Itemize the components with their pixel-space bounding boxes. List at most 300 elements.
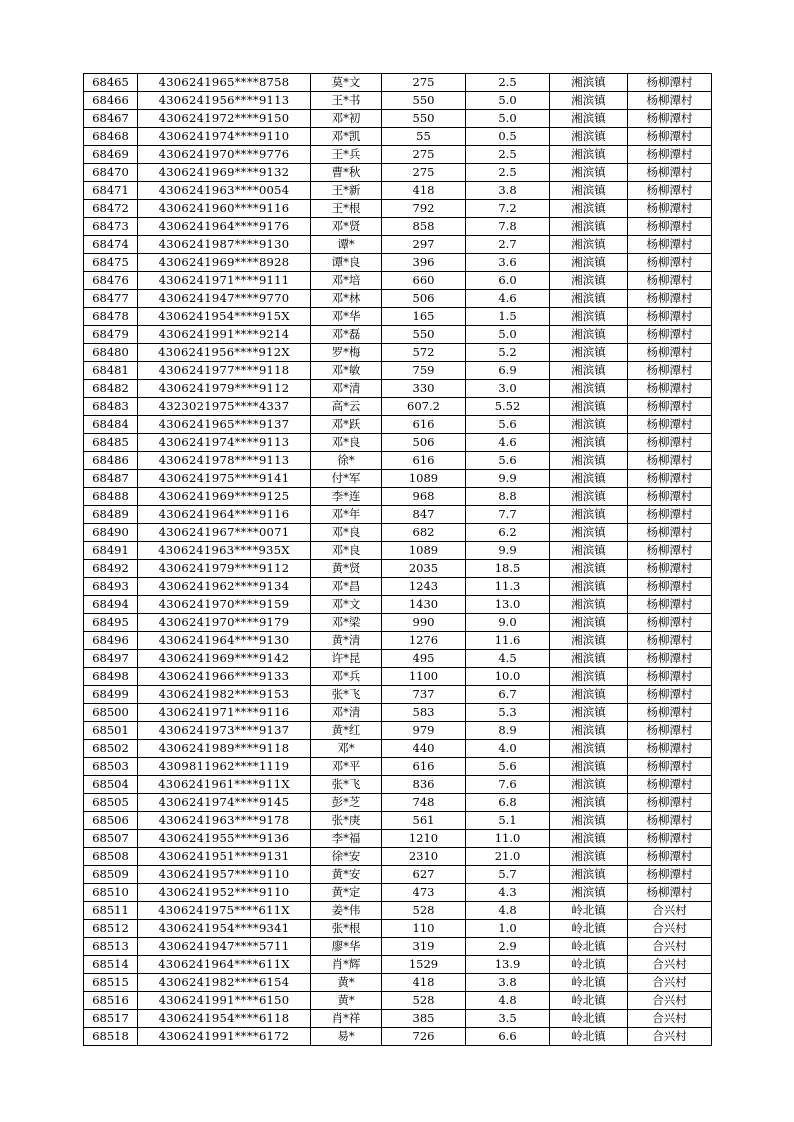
id-number-cell: 4306241964****9130 <box>138 632 311 650</box>
table-row <box>84 740 712 758</box>
table-row <box>84 578 712 596</box>
town-cell: 湘滨镇 <box>550 308 628 326</box>
table-row <box>84 434 712 452</box>
amount-cell: 561 <box>382 812 466 830</box>
amount-cell: 385 <box>382 1010 466 1028</box>
serial-number-cell: 68484 <box>84 416 138 434</box>
id-number-cell: 4306241947****5711 <box>138 938 311 956</box>
id-number-cell: 4306241963****9178 <box>138 812 311 830</box>
name-cell: 肖*辉 <box>311 956 382 974</box>
serial-number-cell: 68487 <box>84 470 138 488</box>
table-row <box>84 794 712 812</box>
amount-cell: 528 <box>382 992 466 1010</box>
amount-cell: 275 <box>382 146 466 164</box>
town-cell: 湘滨镇 <box>550 668 628 686</box>
table-row <box>84 416 712 434</box>
town-cell: 湘滨镇 <box>550 524 628 542</box>
area-cell: 4.6 <box>466 290 550 308</box>
area-cell: 2.7 <box>466 236 550 254</box>
village-cell: 杨柳潭村 <box>628 632 712 650</box>
village-cell: 合兴村 <box>628 956 712 974</box>
name-cell: 徐*安 <box>311 848 382 866</box>
id-number-cell: 4306241975****611X <box>138 902 311 920</box>
serial-number-cell: 68468 <box>84 128 138 146</box>
area-cell: 5.6 <box>466 416 550 434</box>
table-row <box>84 686 712 704</box>
name-cell: 李*连 <box>311 488 382 506</box>
area-cell: 7.6 <box>466 776 550 794</box>
area-cell: 4.0 <box>466 740 550 758</box>
amount-cell: 319 <box>382 938 466 956</box>
town-cell: 湘滨镇 <box>550 128 628 146</box>
town-cell: 湘滨镇 <box>550 848 628 866</box>
serial-number-cell: 68515 <box>84 974 138 992</box>
area-cell: 4.8 <box>466 902 550 920</box>
amount-cell: 2035 <box>382 560 466 578</box>
area-cell: 3.0 <box>466 380 550 398</box>
town-cell: 湘滨镇 <box>550 326 628 344</box>
area-cell: 5.52 <box>466 398 550 416</box>
amount-cell: 2310 <box>382 848 466 866</box>
serial-number-cell: 68488 <box>84 488 138 506</box>
town-cell: 岭北镇 <box>550 938 628 956</box>
serial-number-cell: 68490 <box>84 524 138 542</box>
amount-cell: 1089 <box>382 542 466 560</box>
name-cell: 张*庚 <box>311 812 382 830</box>
amount-cell: 1089 <box>382 470 466 488</box>
id-number-cell: 4306241962****9134 <box>138 578 311 596</box>
amount-cell: 495 <box>382 650 466 668</box>
village-cell: 杨柳潭村 <box>628 452 712 470</box>
town-cell: 湘滨镇 <box>550 830 628 848</box>
table-row <box>84 902 712 920</box>
id-number-cell: 4306241961****911X <box>138 776 311 794</box>
town-cell: 湘滨镇 <box>550 434 628 452</box>
name-cell: 彭*芝 <box>311 794 382 812</box>
town-cell: 湘滨镇 <box>550 686 628 704</box>
village-cell: 杨柳潭村 <box>628 560 712 578</box>
id-number-cell: 4306241991****9214 <box>138 326 311 344</box>
table-row <box>84 776 712 794</box>
name-cell: 罗*梅 <box>311 344 382 362</box>
area-cell: 8.8 <box>466 488 550 506</box>
serial-number-cell: 68495 <box>84 614 138 632</box>
area-cell: 2.9 <box>466 938 550 956</box>
id-number-cell: 4306241974****9145 <box>138 794 311 812</box>
area-cell: 2.5 <box>466 74 550 92</box>
amount-cell: 616 <box>382 416 466 434</box>
amount-cell: 990 <box>382 614 466 632</box>
serial-number-cell: 68479 <box>84 326 138 344</box>
id-number-cell: 4306241970****9159 <box>138 596 311 614</box>
town-cell: 湘滨镇 <box>550 452 628 470</box>
town-cell: 湘滨镇 <box>550 722 628 740</box>
village-cell: 杨柳潭村 <box>628 326 712 344</box>
amount-cell: 726 <box>382 1028 466 1046</box>
town-cell: 湘滨镇 <box>550 398 628 416</box>
table-row <box>84 974 712 992</box>
serial-number-cell: 68511 <box>84 902 138 920</box>
village-cell: 杨柳潭村 <box>628 218 712 236</box>
serial-number-cell: 68516 <box>84 992 138 1010</box>
id-number-cell: 4306241956****912X <box>138 344 311 362</box>
id-number-cell: 4306241955****9136 <box>138 830 311 848</box>
table-row <box>84 1028 712 1046</box>
id-number-cell: 4306241960****9116 <box>138 200 311 218</box>
area-cell: 6.6 <box>466 1028 550 1046</box>
serial-number-cell: 68496 <box>84 632 138 650</box>
name-cell: 姜*伟 <box>311 902 382 920</box>
village-cell: 杨柳潭村 <box>628 272 712 290</box>
name-cell: 邓*平 <box>311 758 382 776</box>
town-cell: 湘滨镇 <box>550 794 628 812</box>
amount-cell: 1430 <box>382 596 466 614</box>
amount-cell: 792 <box>382 200 466 218</box>
id-number-cell: 4306241951****9131 <box>138 848 311 866</box>
village-cell: 杨柳潭村 <box>628 416 712 434</box>
town-cell: 湘滨镇 <box>550 182 628 200</box>
town-cell: 湘滨镇 <box>550 578 628 596</box>
amount-cell: 550 <box>382 110 466 128</box>
data-table <box>83 73 712 1046</box>
town-cell: 湘滨镇 <box>550 290 628 308</box>
serial-number-cell: 68471 <box>84 182 138 200</box>
serial-number-cell: 68507 <box>84 830 138 848</box>
table-row <box>84 542 712 560</box>
amount-cell: 550 <box>382 326 466 344</box>
town-cell: 湘滨镇 <box>550 542 628 560</box>
amount-cell: 572 <box>382 344 466 362</box>
id-number-cell: 4306241969****9142 <box>138 650 311 668</box>
id-number-cell: 4306241964****9116 <box>138 506 311 524</box>
town-cell: 湘滨镇 <box>550 272 628 290</box>
area-cell: 4.5 <box>466 650 550 668</box>
name-cell: 邓*兵 <box>311 668 382 686</box>
village-cell: 杨柳潭村 <box>628 146 712 164</box>
area-cell: 5.6 <box>466 758 550 776</box>
area-cell: 9.9 <box>466 470 550 488</box>
town-cell: 岭北镇 <box>550 902 628 920</box>
id-number-cell: 4306241954****6118 <box>138 1010 311 1028</box>
village-cell: 杨柳潭村 <box>628 182 712 200</box>
serial-number-cell: 68513 <box>84 938 138 956</box>
serial-number-cell: 68517 <box>84 1010 138 1028</box>
table-row <box>84 380 712 398</box>
amount-cell: 330 <box>382 380 466 398</box>
serial-number-cell: 68508 <box>84 848 138 866</box>
serial-number-cell: 68476 <box>84 272 138 290</box>
table-row <box>84 524 712 542</box>
village-cell: 杨柳潭村 <box>628 650 712 668</box>
id-number-cell: 4306241982****9153 <box>138 686 311 704</box>
area-cell: 3.6 <box>466 254 550 272</box>
area-cell: 3.8 <box>466 974 550 992</box>
table-row <box>84 884 712 902</box>
town-cell: 湘滨镇 <box>550 416 628 434</box>
amount-cell: 858 <box>382 218 466 236</box>
name-cell: 邓*磊 <box>311 326 382 344</box>
amount-cell: 110 <box>382 920 466 938</box>
table-row <box>84 830 712 848</box>
table-row <box>84 200 712 218</box>
village-cell: 杨柳潭村 <box>628 812 712 830</box>
serial-number-cell: 68465 <box>84 74 138 92</box>
town-cell: 湘滨镇 <box>550 236 628 254</box>
serial-number-cell: 68499 <box>84 686 138 704</box>
village-cell: 杨柳潭村 <box>628 398 712 416</box>
name-cell: 邓*华 <box>311 308 382 326</box>
table-row <box>84 164 712 182</box>
table-row <box>84 956 712 974</box>
table-row <box>84 362 712 380</box>
town-cell: 湘滨镇 <box>550 614 628 632</box>
village-cell: 杨柳潭村 <box>628 758 712 776</box>
serial-number-cell: 68481 <box>84 362 138 380</box>
amount-cell: 583 <box>382 704 466 722</box>
area-cell: 11.3 <box>466 578 550 596</box>
id-number-cell: 4306241963****0054 <box>138 182 311 200</box>
amount-cell: 275 <box>382 74 466 92</box>
amount-cell: 473 <box>382 884 466 902</box>
table-row <box>84 74 712 92</box>
serial-number-cell: 68498 <box>84 668 138 686</box>
id-number-cell: 4306241974****9113 <box>138 434 311 452</box>
village-cell: 杨柳潭村 <box>628 164 712 182</box>
area-cell: 11.0 <box>466 830 550 848</box>
id-number-cell: 4306241971****9111 <box>138 272 311 290</box>
name-cell: 黄*安 <box>311 866 382 884</box>
name-cell: 黄*贤 <box>311 560 382 578</box>
area-cell: 4.3 <box>466 884 550 902</box>
town-cell: 湘滨镇 <box>550 92 628 110</box>
village-cell: 杨柳潭村 <box>628 254 712 272</box>
area-cell: 1.5 <box>466 308 550 326</box>
name-cell: 黄*定 <box>311 884 382 902</box>
name-cell: 黄*红 <box>311 722 382 740</box>
id-number-cell: 4306241991****6150 <box>138 992 311 1010</box>
village-cell: 杨柳潭村 <box>628 578 712 596</box>
id-number-cell: 4306241974****9110 <box>138 128 311 146</box>
serial-number-cell: 68505 <box>84 794 138 812</box>
table-row <box>84 488 712 506</box>
table-row <box>84 110 712 128</box>
serial-number-cell: 68469 <box>84 146 138 164</box>
table-row <box>84 614 712 632</box>
amount-cell: 297 <box>382 236 466 254</box>
area-cell: 5.2 <box>466 344 550 362</box>
id-number-cell: 4306241979****9112 <box>138 380 311 398</box>
town-cell: 湘滨镇 <box>550 218 628 236</box>
town-cell: 湘滨镇 <box>550 362 628 380</box>
name-cell: 黄* <box>311 974 382 992</box>
town-cell: 岭北镇 <box>550 956 628 974</box>
serial-number-cell: 68467 <box>84 110 138 128</box>
id-number-cell: 4306241965****8758 <box>138 74 311 92</box>
serial-number-cell: 68466 <box>84 92 138 110</box>
name-cell: 王*新 <box>311 182 382 200</box>
village-cell: 合兴村 <box>628 902 712 920</box>
id-number-cell: 4306241954****9341 <box>138 920 311 938</box>
serial-number-cell: 68475 <box>84 254 138 272</box>
id-number-cell: 4306241952****9110 <box>138 884 311 902</box>
town-cell: 湘滨镇 <box>550 200 628 218</box>
area-cell: 6.2 <box>466 524 550 542</box>
table-row <box>84 938 712 956</box>
amount-cell: 506 <box>382 290 466 308</box>
serial-number-cell: 68486 <box>84 452 138 470</box>
name-cell: 曹*秋 <box>311 164 382 182</box>
table-row <box>84 632 712 650</box>
village-cell: 杨柳潭村 <box>628 794 712 812</box>
village-cell: 杨柳潭村 <box>628 470 712 488</box>
serial-number-cell: 68510 <box>84 884 138 902</box>
area-cell: 5.1 <box>466 812 550 830</box>
area-cell: 9.9 <box>466 542 550 560</box>
name-cell: 肖*祥 <box>311 1010 382 1028</box>
area-cell: 6.7 <box>466 686 550 704</box>
area-cell: 6.0 <box>466 272 550 290</box>
area-cell: 9.0 <box>466 614 550 632</box>
town-cell: 湘滨镇 <box>550 560 628 578</box>
amount-cell: 55 <box>382 128 466 146</box>
name-cell: 邓*贤 <box>311 218 382 236</box>
village-cell: 杨柳潭村 <box>628 614 712 632</box>
amount-cell: 759 <box>382 362 466 380</box>
town-cell: 湘滨镇 <box>550 866 628 884</box>
village-cell: 杨柳潭村 <box>628 380 712 398</box>
id-number-cell: 4306241954****915X <box>138 308 311 326</box>
name-cell: 邓*跃 <box>311 416 382 434</box>
name-cell: 邓*梁 <box>311 614 382 632</box>
amount-cell: 1529 <box>382 956 466 974</box>
name-cell: 张*飞 <box>311 776 382 794</box>
id-number-cell: 4306241967****0071 <box>138 524 311 542</box>
area-cell: 7.7 <box>466 506 550 524</box>
serial-number-cell: 68494 <box>84 596 138 614</box>
village-cell: 杨柳潭村 <box>628 704 712 722</box>
id-number-cell: 4306241966****9133 <box>138 668 311 686</box>
serial-number-cell: 68497 <box>84 650 138 668</box>
town-cell: 湘滨镇 <box>550 884 628 902</box>
area-cell: 5.6 <box>466 452 550 470</box>
amount-cell: 682 <box>382 524 466 542</box>
village-cell: 杨柳潭村 <box>628 740 712 758</box>
area-cell: 7.2 <box>466 200 550 218</box>
amount-cell: 550 <box>382 92 466 110</box>
area-cell: 4.8 <box>466 992 550 1010</box>
name-cell: 邓*清 <box>311 704 382 722</box>
serial-number-cell: 68512 <box>84 920 138 938</box>
area-cell: 2.5 <box>466 164 550 182</box>
table-row <box>84 812 712 830</box>
serial-number-cell: 68518 <box>84 1028 138 1046</box>
name-cell: 王*兵 <box>311 146 382 164</box>
name-cell: 张*根 <box>311 920 382 938</box>
area-cell: 1.0 <box>466 920 550 938</box>
town-cell: 湘滨镇 <box>550 470 628 488</box>
name-cell: 邓*文 <box>311 596 382 614</box>
table-row <box>84 650 712 668</box>
name-cell: 邓*良 <box>311 542 382 560</box>
id-number-cell: 4306241987****9130 <box>138 236 311 254</box>
table-row <box>84 398 712 416</box>
id-number-cell: 4306241969****8928 <box>138 254 311 272</box>
town-cell: 湘滨镇 <box>550 758 628 776</box>
serial-number-cell: 68478 <box>84 308 138 326</box>
village-cell: 杨柳潭村 <box>628 344 712 362</box>
area-cell: 3.8 <box>466 182 550 200</box>
table-row <box>84 866 712 884</box>
id-number-cell: 4306241957****9110 <box>138 866 311 884</box>
name-cell: 王*书 <box>311 92 382 110</box>
table-row <box>84 218 712 236</box>
amount-cell: 1276 <box>382 632 466 650</box>
id-number-cell: 4306241982****6154 <box>138 974 311 992</box>
id-number-cell: 4306241970****9179 <box>138 614 311 632</box>
village-cell: 杨柳潭村 <box>628 830 712 848</box>
serial-number-cell: 68477 <box>84 290 138 308</box>
serial-number-cell: 68514 <box>84 956 138 974</box>
serial-number-cell: 68474 <box>84 236 138 254</box>
town-cell: 湘滨镇 <box>550 596 628 614</box>
name-cell: 邓*林 <box>311 290 382 308</box>
area-cell: 3.5 <box>466 1010 550 1028</box>
id-number-cell: 4306241964****611X <box>138 956 311 974</box>
table-row <box>84 992 712 1010</box>
town-cell: 湘滨镇 <box>550 380 628 398</box>
table-row <box>84 128 712 146</box>
area-cell: 5.0 <box>466 326 550 344</box>
serial-number-cell: 68482 <box>84 380 138 398</box>
area-cell: 5.0 <box>466 92 550 110</box>
name-cell: 谭*良 <box>311 254 382 272</box>
id-number-cell: 4306241970****9776 <box>138 146 311 164</box>
name-cell: 邓*凯 <box>311 128 382 146</box>
village-cell: 杨柳潭村 <box>628 236 712 254</box>
area-cell: 5.0 <box>466 110 550 128</box>
village-cell: 杨柳潭村 <box>628 686 712 704</box>
town-cell: 岭北镇 <box>550 992 628 1010</box>
serial-number-cell: 68502 <box>84 740 138 758</box>
village-cell: 合兴村 <box>628 920 712 938</box>
serial-number-cell: 68489 <box>84 506 138 524</box>
amount-cell: 396 <box>382 254 466 272</box>
amount-cell: 275 <box>382 164 466 182</box>
amount-cell: 506 <box>382 434 466 452</box>
name-cell: 王*根 <box>311 200 382 218</box>
amount-cell: 1100 <box>382 668 466 686</box>
table-row <box>84 254 712 272</box>
area-cell: 4.6 <box>466 434 550 452</box>
table-row <box>84 596 712 614</box>
name-cell: 廖*华 <box>311 938 382 956</box>
town-cell: 岭北镇 <box>550 920 628 938</box>
town-cell: 湘滨镇 <box>550 704 628 722</box>
id-number-cell: 4306241963****935X <box>138 542 311 560</box>
amount-cell: 1243 <box>382 578 466 596</box>
table-row <box>84 236 712 254</box>
name-cell: 高*云 <box>311 398 382 416</box>
village-cell: 合兴村 <box>628 1028 712 1046</box>
table-row <box>84 272 712 290</box>
table-row <box>84 326 712 344</box>
amount-cell: 968 <box>382 488 466 506</box>
id-number-cell: 4306241971****9116 <box>138 704 311 722</box>
town-cell: 岭北镇 <box>550 1010 628 1028</box>
village-cell: 杨柳潭村 <box>628 596 712 614</box>
serial-number-cell: 68473 <box>84 218 138 236</box>
serial-number-cell: 68480 <box>84 344 138 362</box>
